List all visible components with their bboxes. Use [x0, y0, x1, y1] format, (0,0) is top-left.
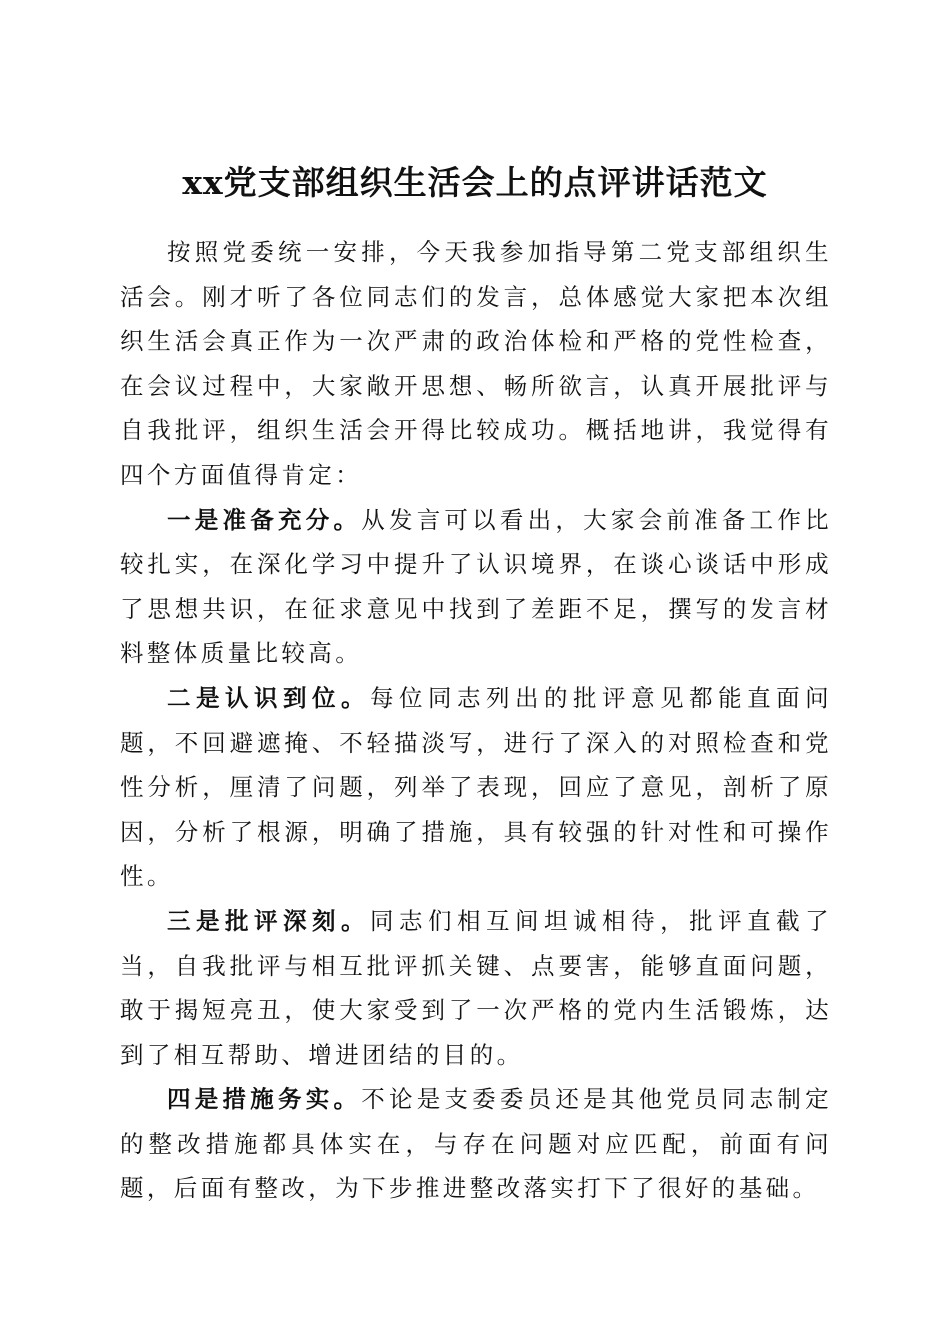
point-paragraph-1: [120, 498, 832, 676]
point-paragraph-2: [120, 676, 832, 899]
point-paragraph-4: [120, 1077, 832, 1211]
point-text-1: 从发言可以看出，大家会前准备工作比较扎实，在深化学习中提升了认识境界，在谈心谈话中形成了思想共识，在征求意见中找到了差距不足，撰写的发言材料整体质量比较高。: [120, 505, 832, 668]
document-body: [120, 230, 832, 1211]
point-paragraph-3: [120, 899, 832, 1077]
intro-paragraph: 按照党委统一安排，今天我参加指导第二党支部组织生活会。刚才听了各位同志们的发言，总体感觉大家把本次组织生活会真正作为一次严肃的政治体检和严格的党性检查，在会议过程中，大家敞开思想、畅所欲言，认真开展批评与自我批评，组织生活会开得比较成功。概括地讲，我觉得有四个方面值得肯定：: [120, 238, 832, 489]
document-title: xx党支部组织生活会上的点评讲话范文: [182, 163, 768, 203]
point-text-3: 同志们相互间坦诚相待，批评直截了当，自我批评与相互批评抓关键、点要害，能够直面问题，敢于揭短亮丑，使大家受到了一次严格的党内生活锻炼，达到了相互帮助、增进团结的目的。: [120, 906, 832, 1069]
point-text-2: 每位同志列出的批评意见都能直面问题，不回避遮掩、不轻描淡写，进行了深入的对照检查和党性分析，厘清了问题，列举了表现，回应了意见，剖析了原因，分析了根源，明确了措施，具有较强的针对性和可操作性。: [120, 683, 832, 891]
point-lead-3: 三是批评深刻。: [167, 906, 371, 935]
point-text-4: 不论是支委委员还是其他党员同志制定的整改措施都具体实在，与存在问题对应匹配，前面有问题，后面有整改，为下步推进整改落实打下了很好的基础。: [120, 1085, 832, 1203]
point-lead-4: 四是措施务实。: [167, 1085, 362, 1114]
point-lead-2: 二是认识到位。: [167, 683, 371, 712]
point-lead-1: 一是准备充分。: [167, 505, 362, 534]
